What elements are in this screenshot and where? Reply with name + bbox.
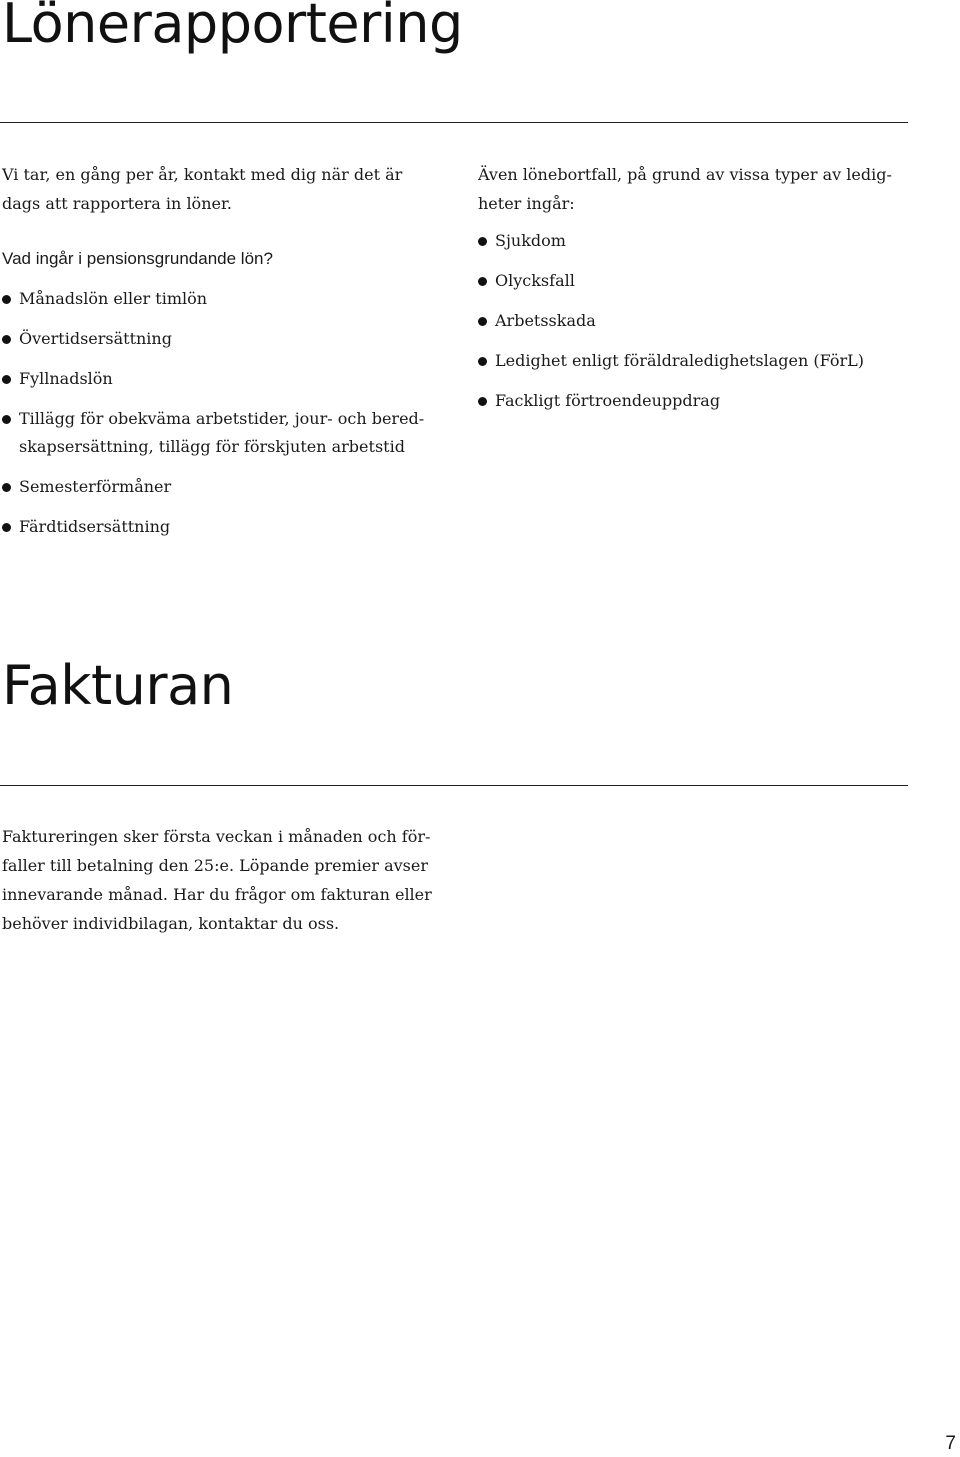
bullet-icon	[478, 397, 487, 406]
section-title-fakturan: Fakturan	[2, 654, 234, 717]
list-item	[2, 325, 442, 353]
list-item-label: Färdtidsersättning	[19, 517, 171, 536]
list-item-label: Övertidsersättning	[19, 329, 172, 348]
list-item-label: Fyllnadslön	[19, 369, 113, 388]
bullet-icon	[478, 317, 487, 326]
bullet-icon	[478, 237, 487, 246]
list-item-label: Fackligt förtroendeuppdrag	[495, 391, 721, 410]
bullet-icon	[2, 375, 11, 384]
list-item	[2, 513, 442, 541]
leave-types-list	[478, 227, 908, 427]
intro-paragraph: Vi tar, en gång per år, kontakt med dig när det är dags att rapportera in löner.	[2, 165, 403, 213]
list-item	[478, 267, 908, 295]
bullet-icon	[2, 335, 11, 344]
list-item	[478, 307, 908, 335]
section-divider	[0, 122, 908, 123]
bullet-icon	[478, 357, 487, 366]
bullet-icon	[2, 295, 11, 304]
list-item-label: Olycksfall	[495, 271, 575, 290]
list-item-label: Sjukdom	[495, 231, 566, 250]
list-item-label: Semesterförmåner	[19, 477, 172, 496]
section-title-lonerapportering: Lönerapportering	[2, 0, 463, 55]
bullet-icon	[2, 415, 11, 424]
bullet-icon	[2, 483, 11, 492]
list-item-label: Arbetsskada	[495, 311, 596, 330]
list-item	[478, 387, 908, 415]
section-divider	[0, 785, 908, 786]
bullet-icon	[478, 277, 487, 286]
bullet-icon	[2, 523, 11, 532]
list-item	[2, 365, 442, 393]
list-item-label: Tillägg för obekväma arbetstider, jour- och bered-skapsersättning, tillägg för förskjuten arbetstid	[19, 409, 425, 456]
leave-intro-paragraph: Även lönebortfall, på grund av vissa typer av ledig-heter ingår:	[478, 165, 892, 213]
list-item	[2, 405, 442, 461]
list-item	[478, 347, 908, 375]
list-item	[2, 285, 442, 313]
invoice-paragraph: Faktureringen sker första veckan i månaden och för-faller till betalning den 25:e. Löpande premier avser innevarande månad. Har du frågor om fakturan eller behöver individbilagan, kontaktar du oss.	[2, 827, 432, 933]
salary-components-list	[2, 285, 442, 553]
list-item	[2, 473, 442, 501]
list-item	[478, 227, 908, 255]
page-number: 7	[945, 1433, 956, 1454]
list-item-label: Ledighet enligt föräldraledighetslagen (FörL)	[495, 351, 865, 370]
list-item-label: Månadslön eller timlön	[19, 289, 208, 308]
question-heading: Vad ingår i pensionsgrundande lön?	[2, 249, 273, 268]
